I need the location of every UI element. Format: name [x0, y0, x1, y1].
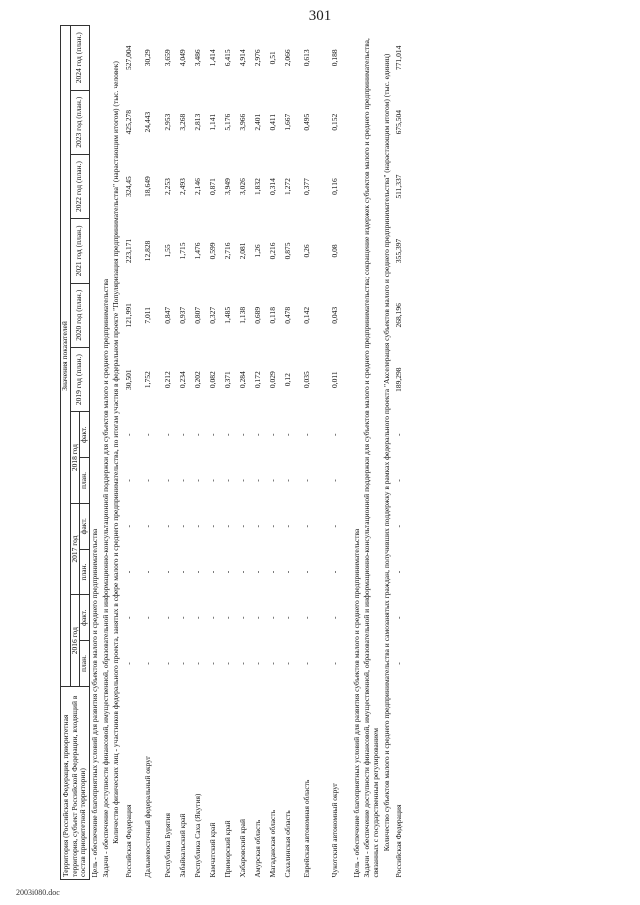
year-2020-header: 2020 год (план.) [70, 283, 89, 347]
section2-task: Задачи - обеспечение доступности финансовой, имущественной, образовательной и информационно-консультационной поддержки для субъектов малого и среднего предпринимательства; сокращение издержек субъектов малого и среднего предпринимательства, связанных с государственным регулированием [362, 38, 380, 878]
table-row [137, 26, 161, 880]
value-cell: 1,667 [282, 113, 292, 131]
value-cell: - [237, 524, 247, 528]
value-cell: 1,414 [207, 49, 217, 67]
value-cell: - [330, 433, 340, 436]
value-cell: - [302, 479, 312, 482]
value-cell: 18,649 [143, 176, 153, 197]
value-cell: 511,337 [394, 174, 404, 199]
table-row [392, 26, 407, 880]
value-cell: - [143, 616, 153, 620]
value-cell: - [394, 616, 404, 620]
plan-2018-header: план. [80, 458, 90, 504]
value-cell: - [252, 433, 262, 436]
value-cell: - [207, 662, 217, 665]
value-cell: 0,212 [162, 371, 172, 389]
table-row [191, 26, 206, 880]
value-cell: 6,415 [222, 49, 232, 67]
value-cell: - [330, 479, 340, 482]
value-cell: - [267, 662, 277, 665]
value-cell: - [267, 616, 277, 620]
value-cell: - [177, 662, 187, 665]
value-cell: - [123, 570, 133, 574]
value-cell: - [394, 662, 404, 665]
territory-name: Республика Саха (Якутия) [192, 793, 202, 878]
table-row [161, 26, 176, 880]
year-2019-header: 2019 год (план.) [70, 347, 89, 411]
value-cell: 0,082 [207, 371, 217, 389]
value-cell: - [302, 662, 312, 665]
value-cell: - [252, 662, 262, 665]
value-cell: - [302, 433, 312, 436]
value-cell: - [207, 570, 217, 574]
value-cell: 0,035 [302, 371, 312, 389]
territory-name: Еврейская автономная область [302, 779, 312, 878]
value-cell: 0,202 [192, 371, 202, 389]
indicators-table [60, 25, 407, 880]
value-cell: 2,146 [192, 178, 202, 195]
value-cell: 1,485 [222, 306, 232, 324]
value-cell: 0,314 [267, 178, 277, 195]
value-cell: 7,011 [143, 306, 153, 324]
value-cell: - [162, 616, 172, 620]
value-cell: 4,049 [177, 49, 187, 67]
section1-goal: Цель - обеспечение благоприятных условий для развития субъектов малого и среднего предпринимательства [89, 528, 99, 878]
fact-2018-header: факт. [80, 412, 90, 458]
value-cell: 121,991 [123, 303, 133, 328]
year-2024-header: 2024 год (план.) [70, 26, 89, 91]
value-cell: 0,116 [330, 178, 340, 195]
value-cell: - [207, 524, 217, 528]
section2-goal: Цель - обеспечение благоприятных условий для развития субъектов малого и среднего предпринимательства [351, 528, 361, 878]
value-cell: - [282, 433, 292, 436]
value-cell: - [162, 662, 172, 665]
value-cell: 2,976 [252, 49, 262, 67]
table-row [281, 26, 296, 880]
value-cell: 24,443 [143, 111, 153, 133]
value-cell: 2,066 [282, 49, 292, 67]
value-cell: - [123, 524, 133, 528]
value-cell: 30,29 [143, 49, 153, 67]
value-cell: 189,298 [394, 367, 404, 392]
table-row [206, 26, 221, 880]
territory-name: Камчатский край [207, 822, 217, 878]
value-cell: - [252, 524, 262, 528]
value-cell: - [282, 616, 292, 620]
value-cell: 0,26 [302, 244, 312, 258]
value-cell: 5,176 [222, 113, 232, 131]
value-cell: 0,043 [330, 306, 340, 324]
value-cell: 0,029 [267, 371, 277, 389]
value-cell: 0,142 [302, 306, 312, 324]
territory-name: Чукотский автономный округ [330, 782, 340, 878]
value-cell: 0,284 [237, 371, 247, 389]
value-cell: - [282, 524, 292, 528]
values-group-header: Значения показателей [61, 26, 71, 687]
value-cell: - [237, 479, 247, 482]
value-cell: - [222, 570, 232, 574]
value-cell: 2,401 [252, 113, 262, 131]
value-cell: - [222, 433, 232, 436]
value-cell: 12,828 [143, 240, 153, 262]
value-cell: - [267, 433, 277, 436]
value-cell: 223,171 [123, 238, 133, 264]
section1-indicator: Количество физических лиц - участников федерального проекта, занятых в сфере малого и среднего предпринимательства, по итогам участия в федеральном проекте "Популяризация предпринимательства" (нарастающим итогом) (тыс. человек) [111, 61, 121, 844]
value-cell: 2,813 [192, 113, 202, 131]
value-cell: 0,875 [282, 242, 292, 260]
value-cell: 2,253 [162, 178, 172, 195]
value-cell: 1,55 [162, 244, 172, 258]
table-row [266, 26, 281, 880]
value-cell: 1,832 [252, 178, 262, 195]
value-cell: - [207, 479, 217, 482]
value-cell: - [162, 570, 172, 574]
value-cell: - [123, 433, 133, 436]
territory-name: Магаданская область [267, 809, 277, 878]
value-cell: - [123, 479, 133, 482]
territory-name: Российская Федерация [394, 804, 404, 878]
territory-name: Амурская область [252, 819, 262, 878]
value-cell: - [394, 524, 404, 528]
value-cell: 0,51 [267, 51, 277, 65]
value-cell: 771,014 [394, 45, 404, 70]
rotated-table-page [60, 25, 530, 880]
value-cell: 0,613 [302, 49, 312, 67]
value-cell: - [192, 479, 202, 482]
value-cell: - [237, 662, 247, 665]
value-cell: - [267, 570, 277, 574]
value-cell: 0,327 [207, 306, 217, 324]
value-cell: 1,752 [143, 371, 153, 389]
territory-name: Республика Бурятия [162, 812, 172, 878]
value-cell: - [192, 616, 202, 620]
year-2021-header: 2021 год (план.) [70, 219, 89, 283]
value-cell: - [162, 479, 172, 482]
value-cell: 0,871 [207, 178, 217, 195]
year-2022-header: 2022 год (план.) [70, 154, 89, 218]
value-cell: 1,141 [207, 113, 217, 131]
value-cell: - [143, 662, 153, 665]
value-cell: 2,716 [222, 242, 232, 260]
territory-name: Забайкальский край [177, 813, 187, 878]
value-cell: 0,152 [330, 113, 340, 131]
value-cell: 0,188 [330, 49, 340, 67]
value-cell: - [177, 433, 187, 436]
value-cell: - [192, 570, 202, 574]
territory-name: Приморский край [222, 820, 232, 878]
value-cell: - [267, 479, 277, 482]
table-row [176, 26, 191, 880]
value-cell: - [192, 662, 202, 665]
value-cell: - [394, 433, 404, 436]
value-cell: 0,478 [282, 306, 292, 324]
value-cell: 0,847 [162, 306, 172, 324]
plan-2017-header: план. [80, 549, 90, 595]
value-cell: 324,45 [123, 176, 133, 197]
value-cell: 4,914 [237, 49, 247, 67]
value-cell: - [302, 616, 312, 620]
value-cell: 1,272 [282, 178, 292, 195]
value-cell: - [267, 524, 277, 528]
value-cell: - [252, 570, 262, 574]
value-cell: 3,268 [177, 113, 187, 131]
table-row [221, 26, 236, 880]
value-cell: - [222, 479, 232, 482]
value-cell: - [282, 662, 292, 665]
value-cell: 268,196 [394, 303, 404, 328]
value-cell: - [143, 524, 153, 528]
value-cell: 0,216 [267, 242, 277, 260]
table-row [296, 26, 320, 880]
value-cell: - [252, 479, 262, 482]
value-cell: - [123, 662, 133, 665]
value-cell: 3,026 [237, 178, 247, 195]
value-cell: - [143, 570, 153, 574]
value-cell: 0,599 [207, 242, 217, 260]
value-cell: 0,495 [302, 113, 312, 131]
value-cell: 0,411 [267, 113, 277, 131]
value-cell: - [143, 479, 153, 482]
value-cell: - [177, 524, 187, 528]
value-cell: - [394, 479, 404, 482]
value-cell: - [162, 524, 172, 528]
value-cell: 0,937 [177, 306, 187, 324]
value-cell: 0,807 [192, 306, 202, 324]
value-cell: - [222, 662, 232, 665]
territory-name: Хабаровский край [237, 819, 247, 878]
year-2017-header: 2017 год [70, 503, 80, 595]
value-cell: - [330, 616, 340, 620]
value-cell: 0,172 [252, 371, 262, 389]
value-cell: - [302, 524, 312, 528]
value-cell: 0,371 [222, 371, 232, 389]
value-cell: 0,12 [282, 373, 292, 387]
value-cell: - [237, 616, 247, 620]
value-cell: 0,377 [302, 178, 312, 195]
page-number: 301 [308, 8, 332, 24]
territory-name: Российская Федерация [123, 804, 133, 878]
value-cell: - [143, 433, 153, 436]
territory-header: Территория (Российская Федерация, приоритетная территория, субъект Российской Федерации, входящий в состав приоритетной территории) [61, 686, 90, 879]
value-cell: - [177, 479, 187, 482]
value-cell: - [207, 433, 217, 436]
value-cell: 0,689 [252, 306, 262, 324]
value-cell: 30,501 [123, 369, 133, 390]
value-cell: 3,966 [237, 113, 247, 131]
territory-name: Дальневосточный федеральный округ [143, 755, 153, 878]
value-cell: 1,138 [237, 306, 247, 324]
value-cell: 1,715 [177, 242, 187, 260]
fact-2017-header: факт. [80, 503, 90, 549]
value-cell: - [237, 570, 247, 574]
value-cell: 3,949 [222, 178, 232, 195]
section2-indicator: Количество субъектов малого и среднего предпринимательства и самозанятых граждан, получивших поддержку в рамках федерального проекта "Акселерация субъектов малого и среднего предпринимательства" (нарастающим итогом) (тыс. единиц) [381, 53, 391, 852]
value-cell: - [192, 524, 202, 528]
value-cell: 2,953 [162, 113, 172, 131]
year-2023-header: 2023 год (план.) [70, 90, 89, 154]
value-cell: 3,659 [162, 49, 172, 67]
value-cell: - [330, 524, 340, 528]
value-cell: - [252, 616, 262, 620]
table-row [122, 26, 137, 880]
value-cell: 355,397 [394, 238, 404, 264]
file-name: 2003і080.doc [16, 888, 60, 897]
value-cell: 0,118 [267, 306, 277, 324]
value-cell: 1,476 [192, 242, 202, 260]
value-cell: - [207, 616, 217, 620]
table-row [251, 26, 266, 880]
value-cell: 0,234 [177, 371, 187, 389]
value-cell: 425,278 [123, 110, 133, 135]
territory-name: Сахалинская область [282, 810, 292, 878]
value-cell: 675,504 [394, 110, 404, 135]
value-cell: 0,08 [330, 244, 340, 258]
section1-task: Задачи - обеспечение доступности финансовой, имущественной, образовательной и информационно-консультационной поддержки для субъектов малого и среднего предпринимательства [100, 278, 110, 878]
value-cell: 2,493 [177, 178, 187, 195]
value-cell: 527,004 [123, 45, 133, 70]
value-cell: - [123, 616, 133, 620]
value-cell: 0,011 [330, 371, 340, 388]
value-cell: - [330, 662, 340, 665]
plan-2016-header: план. [80, 641, 90, 687]
value-cell: - [282, 479, 292, 482]
value-cell: - [222, 616, 232, 620]
value-cell: - [237, 433, 247, 436]
value-cell: - [302, 570, 312, 574]
value-cell: - [282, 570, 292, 574]
value-cell: - [330, 570, 340, 574]
table-row [236, 26, 251, 880]
value-cell: - [192, 433, 202, 436]
value-cell: - [162, 433, 172, 436]
value-cell: - [394, 570, 404, 574]
value-cell: 3,486 [192, 49, 202, 67]
value-cell: - [177, 570, 187, 574]
year-2018-header: 2018 год [70, 412, 80, 504]
fact-2016-header: факт. [80, 595, 90, 641]
value-cell: 1,26 [252, 244, 262, 258]
table-row [320, 26, 352, 880]
value-cell: 2,081 [237, 242, 247, 260]
value-cell: - [177, 616, 187, 620]
value-cell: - [222, 524, 232, 528]
year-2016-header: 2016 год [70, 595, 80, 687]
